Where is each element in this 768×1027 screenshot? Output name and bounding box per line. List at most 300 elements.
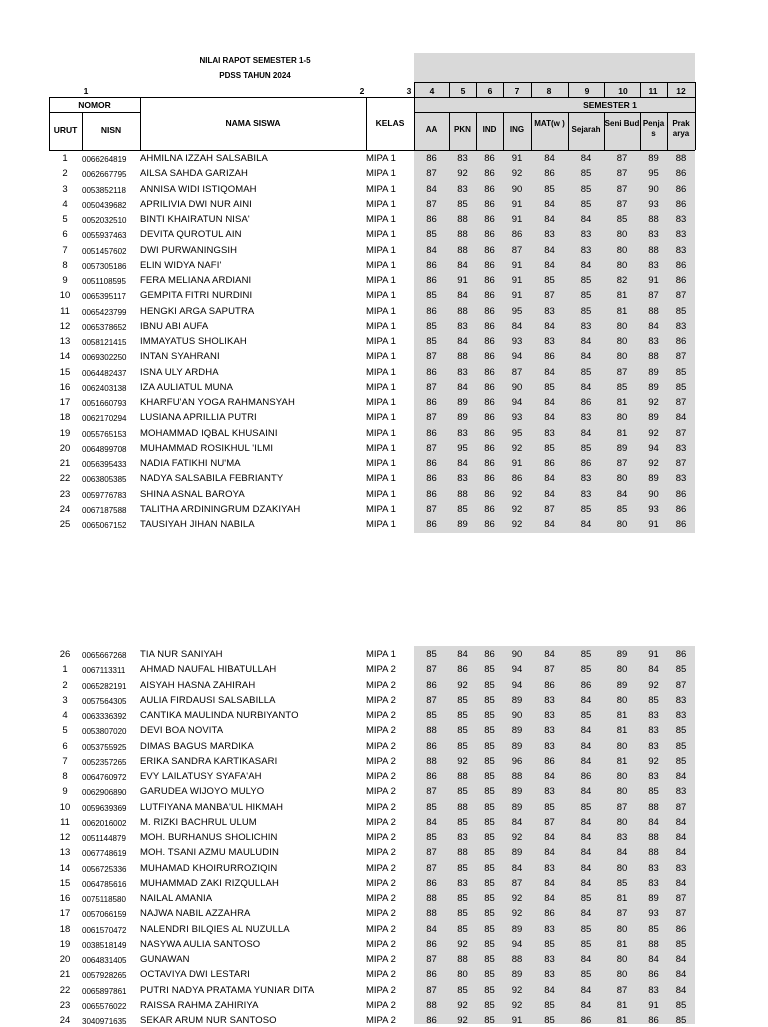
row-score: 85 <box>457 862 468 874</box>
row-score: 86 <box>426 214 437 225</box>
row-score: 92 <box>511 908 523 920</box>
row-score: 85 <box>484 908 495 920</box>
row-student-name: AILSA SAHDA GARIZAH <box>140 168 249 180</box>
row-class: MIPA 1 <box>366 519 396 530</box>
row-score: 87 <box>616 908 628 920</box>
row-class: MIPA 2 <box>366 999 396 1011</box>
row-score: 86 <box>675 336 687 347</box>
row-class: MIPA 1 <box>366 214 396 225</box>
row-score: 86 <box>675 923 687 935</box>
row-score: 85 <box>484 771 495 782</box>
row-nisn: 0057066159 <box>82 910 127 920</box>
row-score: 87 <box>426 694 437 706</box>
column-number: 3 <box>406 86 412 96</box>
row-class: MIPA 2 <box>366 832 396 843</box>
row-nisn: 0065667268 <box>82 651 127 660</box>
row-class: MIPA 2 <box>366 908 396 920</box>
row-class: MIPA 2 <box>366 755 396 767</box>
row-nisn: 0065395117 <box>82 292 126 302</box>
row-number: 21 <box>59 458 71 469</box>
row-number: 19 <box>59 938 71 950</box>
row-score: 81 <box>616 725 628 737</box>
nomor-header: NOMOR <box>78 100 111 110</box>
row-score: 93 <box>511 412 523 424</box>
row-score: 83 <box>457 473 468 485</box>
row-score: 88 <box>511 954 523 965</box>
row-number: 1 <box>62 664 68 676</box>
row-score: 84 <box>580 740 592 752</box>
row-class: MIPA 1 <box>366 336 396 347</box>
row-score: 86 <box>544 679 555 691</box>
row-score: 83 <box>457 183 468 195</box>
row-number: 15 <box>59 877 71 889</box>
row-score: 84 <box>675 771 687 782</box>
row-score: 85 <box>648 786 659 798</box>
row-score: 86 <box>484 503 495 515</box>
row-score: 85 <box>484 969 495 981</box>
row-number: 13 <box>59 336 71 347</box>
row-score: 84 <box>580 908 592 920</box>
row-nisn: 0067187588 <box>82 505 127 515</box>
row-score: 85 <box>580 893 592 904</box>
row-score: 86 <box>675 519 687 530</box>
row-nisn: 0051144879 <box>82 834 126 843</box>
row-student-name: NALENDRI BILQIES AL NUZULLA <box>140 923 290 935</box>
row-score: 83 <box>544 694 555 706</box>
row-number: 18 <box>59 923 71 935</box>
row-score: 85 <box>484 1015 495 1026</box>
row-nisn: 0052357265 <box>82 757 127 767</box>
row-score: 92 <box>648 397 659 408</box>
row-score: 92 <box>511 503 523 515</box>
row-score: 85 <box>484 832 495 843</box>
row-score: 85 <box>580 305 592 317</box>
row-score: 91 <box>511 1015 523 1026</box>
row-score: 83 <box>648 229 659 241</box>
row-score: 85 <box>484 938 495 950</box>
row-score: 86 <box>675 259 687 271</box>
row-nisn: 0065423799 <box>82 307 127 317</box>
row-score: 85 <box>544 999 555 1011</box>
row-score: 92 <box>648 679 659 691</box>
row-class: MIPA 2 <box>366 862 396 874</box>
row-score: 88 <box>648 214 659 225</box>
row-score: 88 <box>457 847 468 859</box>
subject-header: IND <box>482 125 497 134</box>
row-score: 86 <box>544 908 555 920</box>
row-score: 91 <box>648 519 659 530</box>
header-mid-line-scores <box>414 112 695 113</box>
row-score: 86 <box>426 458 437 469</box>
row-score: 86 <box>426 488 437 500</box>
column-number: 8 <box>546 86 552 96</box>
column-number: 10 <box>618 86 628 96</box>
row-number: 26 <box>59 649 71 660</box>
row-score: 88 <box>511 771 523 782</box>
row-student-name: BINTI KHAIRATUN NISA' <box>140 214 250 225</box>
row-score: 84 <box>580 999 592 1011</box>
row-number: 13 <box>59 847 71 859</box>
row-student-name: SEKAR ARUM NUR SANTOSO <box>140 1015 277 1026</box>
row-score: 85 <box>675 755 687 767</box>
row-student-name: PUTRI NADYA PRATAMA YUNIAR DITA <box>140 984 315 996</box>
row-score: 84 <box>580 153 592 164</box>
row-class: MIPA 2 <box>366 679 396 691</box>
row-class: MIPA 2 <box>366 893 396 904</box>
row-score: 86 <box>484 366 495 378</box>
row-score: 84 <box>426 183 437 195</box>
subject-header: Sejarah <box>571 125 601 134</box>
row-score: 84 <box>511 320 523 332</box>
row-score: 88 <box>457 801 468 813</box>
subject-header: AA <box>425 125 438 134</box>
row-score: 84 <box>580 786 592 798</box>
row-class: MIPA 1 <box>366 412 396 424</box>
row-score: 84 <box>544 519 555 530</box>
row-score: 84 <box>457 336 468 347</box>
row-score: 86 <box>580 679 592 691</box>
row-score: 85 <box>457 908 468 920</box>
row-nisn: 0064785616 <box>82 879 127 889</box>
row-score: 84 <box>544 412 555 424</box>
row-score: 94 <box>511 679 523 691</box>
row-score: 92 <box>457 938 468 950</box>
row-score: 85 <box>484 679 495 691</box>
row-number: 16 <box>59 381 71 393</box>
row-score: 86 <box>426 473 437 485</box>
row-score: 81 <box>616 427 628 439</box>
row-nisn: 0053852118 <box>82 185 126 195</box>
row-score: 85 <box>544 442 555 454</box>
header-divider <box>476 82 477 97</box>
row-score: 85 <box>616 381 628 393</box>
row-nisn: 0055765153 <box>82 429 127 439</box>
row-score: 86 <box>484 397 495 408</box>
row-score: 84 <box>426 244 437 256</box>
row-score: 89 <box>511 969 523 981</box>
row-score: 85 <box>544 275 555 286</box>
row-score: 90 <box>511 649 523 660</box>
row-score: 84 <box>426 816 437 828</box>
row-score: 83 <box>544 786 555 798</box>
row-score: 86 <box>675 198 687 210</box>
row-score: 92 <box>511 984 523 996</box>
row-score: 85 <box>580 923 592 935</box>
row-nisn: 0062906890 <box>82 788 127 798</box>
row-score: 86 <box>675 275 687 286</box>
row-score: 85 <box>580 168 592 180</box>
row-score: 85 <box>457 694 468 706</box>
row-score: 86 <box>580 458 592 469</box>
row-score: 83 <box>648 862 659 874</box>
row-class: MIPA 1 <box>366 442 396 454</box>
row-score: 81 <box>616 938 628 950</box>
row-score: 87 <box>675 351 687 363</box>
row-score: 83 <box>544 923 555 935</box>
row-score: 84 <box>511 862 523 874</box>
row-number: 17 <box>59 397 71 408</box>
row-score: 80 <box>616 816 628 828</box>
row-student-name: DIMAS BAGUS MARDIKA <box>140 740 254 752</box>
row-score: 87 <box>511 244 523 256</box>
row-number: 12 <box>59 832 71 843</box>
row-score: 87 <box>544 816 555 828</box>
row-score: 93 <box>648 908 659 920</box>
row-number: 22 <box>59 473 71 485</box>
row-score: 85 <box>484 877 495 889</box>
row-score: 83 <box>544 427 555 439</box>
row-score: 89 <box>648 153 659 164</box>
row-score: 90 <box>511 183 523 195</box>
row-score: 85 <box>675 999 687 1011</box>
row-score: 87 <box>616 198 628 210</box>
row-score: 85 <box>648 694 659 706</box>
row-score: 88 <box>675 153 687 164</box>
column-number: 6 <box>487 86 493 96</box>
row-score: 87 <box>616 153 628 164</box>
row-score: 86 <box>484 649 495 660</box>
row-number: 6 <box>62 229 68 241</box>
subject-header: Prak arya <box>672 119 690 138</box>
row-score: 86 <box>675 503 687 515</box>
row-score: 86 <box>544 458 555 469</box>
row-score: 87 <box>544 290 555 302</box>
row-student-name: IMMAYATUS SHOLIKAH <box>140 336 247 347</box>
row-class: MIPA 2 <box>366 816 396 828</box>
row-score: 80 <box>616 473 628 485</box>
row-score: 86 <box>426 259 437 271</box>
row-score: 87 <box>616 458 628 469</box>
row-score: 83 <box>544 725 555 737</box>
row-student-name: TIA NUR SANIYAH <box>140 649 223 660</box>
row-score: 84 <box>544 244 555 256</box>
report-title: NILAI RAPOT SEMESTER 1-5 <box>199 56 311 65</box>
row-number: 22 <box>59 984 71 996</box>
row-score: 84 <box>675 832 687 843</box>
row-score: 81 <box>616 710 628 721</box>
row-score: 84 <box>544 832 555 843</box>
row-number: 4 <box>62 198 68 210</box>
row-score: 85 <box>675 725 687 737</box>
row-score: 84 <box>457 649 468 660</box>
row-score: 88 <box>426 893 437 904</box>
row-student-name: ERIKA SANDRA KARTIKASARI <box>140 755 278 767</box>
row-score: 85 <box>457 740 468 752</box>
row-score: 83 <box>675 214 687 225</box>
row-score: 83 <box>580 488 592 500</box>
row-score: 83 <box>648 710 659 721</box>
row-number: 20 <box>59 442 71 454</box>
row-number: 9 <box>62 275 68 286</box>
column-number: 11 <box>648 86 658 96</box>
row-nisn: 0064899708 <box>82 444 127 454</box>
row-score: 83 <box>580 229 592 241</box>
row-score: 87 <box>426 664 437 676</box>
row-number: 8 <box>62 771 68 782</box>
row-nisn: 0053807020 <box>82 727 127 737</box>
row-score: 88 <box>648 938 659 950</box>
row-score: 84 <box>580 336 592 347</box>
row-score: 85 <box>675 1015 687 1026</box>
row-score: 92 <box>511 442 523 454</box>
row-score: 89 <box>648 473 659 485</box>
row-class: MIPA 2 <box>366 694 396 706</box>
row-student-name: GEMPITA FITRI NURDINI <box>140 290 253 302</box>
report-subtitle: PDSS TAHUN 2024 <box>219 71 291 80</box>
row-score: 84 <box>580 694 592 706</box>
row-score: 85 <box>580 442 592 454</box>
row-score: 85 <box>675 366 687 378</box>
row-number: 15 <box>59 366 71 378</box>
row-score: 86 <box>484 412 495 424</box>
row-score: 85 <box>484 755 495 767</box>
row-nisn: 0064482437 <box>82 368 127 378</box>
row-score: 85 <box>675 381 687 393</box>
row-score: 84 <box>544 198 555 210</box>
row-student-name: AISYAH HASNA ZAHIRAH <box>140 679 256 691</box>
row-score: 95 <box>511 305 523 317</box>
row-score: 84 <box>580 862 592 874</box>
header-divider <box>667 82 668 97</box>
row-score: 84 <box>544 366 555 378</box>
row-score: 83 <box>675 320 687 332</box>
row-score: 82 <box>616 275 628 286</box>
row-score: 88 <box>457 488 468 500</box>
row-score: 91 <box>511 275 523 286</box>
row-nisn: 0065067152 <box>82 521 127 530</box>
header-divider <box>604 82 605 97</box>
row-student-name: MOH. TSANI AZMU MAULUDIN <box>140 847 279 859</box>
row-number: 11 <box>60 816 70 828</box>
row-score: 86 <box>484 168 495 180</box>
row-number: 8 <box>62 259 68 271</box>
subject-header: PKN <box>454 125 471 134</box>
row-student-name: HENGKI ARGA SAPUTRA <box>140 305 255 317</box>
row-score: 84 <box>544 984 555 996</box>
row-nisn: 0065576022 <box>82 1001 127 1011</box>
row-score: 81 <box>616 755 628 767</box>
row-score: 86 <box>484 442 495 454</box>
row-score: 85 <box>484 862 495 874</box>
row-score: 83 <box>544 969 555 981</box>
row-score: 86 <box>457 664 468 676</box>
row-score: 83 <box>675 786 687 798</box>
row-score: 86 <box>580 771 592 782</box>
row-score: 80 <box>616 229 628 241</box>
row-score: 86 <box>426 969 437 981</box>
row-score: 88 <box>648 847 659 859</box>
row-score: 89 <box>457 412 468 424</box>
row-class: MIPA 2 <box>366 847 396 859</box>
row-score: 95 <box>648 168 659 180</box>
row-score: 85 <box>616 877 628 889</box>
row-number: 2 <box>62 679 68 691</box>
row-score: 91 <box>648 649 659 660</box>
row-class: MIPA 1 <box>366 397 396 408</box>
row-score: 89 <box>511 923 523 935</box>
row-nisn: 0067748619 <box>82 849 127 859</box>
row-number: 19 <box>59 427 71 439</box>
row-score: 87 <box>426 381 437 393</box>
row-score: 85 <box>544 801 555 813</box>
row-score: 86 <box>544 755 555 767</box>
row-class: MIPA 2 <box>366 710 396 721</box>
row-score: 85 <box>484 847 495 859</box>
row-score: 90 <box>648 488 659 500</box>
row-score: 87 <box>426 786 437 798</box>
row-score: 85 <box>457 984 468 996</box>
row-score: 86 <box>675 168 687 180</box>
row-score: 83 <box>648 984 659 996</box>
row-score: 86 <box>580 1015 592 1026</box>
row-nisn: 0062403138 <box>82 383 127 393</box>
subject-header: Seni Bud <box>604 119 640 128</box>
row-score: 87 <box>675 908 687 920</box>
row-score: 87 <box>675 893 687 904</box>
row-score: 85 <box>544 938 555 950</box>
row-number: 9 <box>62 786 68 798</box>
row-class: MIPA 1 <box>366 488 396 500</box>
row-class: MIPA 1 <box>366 259 396 271</box>
row-score: 92 <box>457 999 468 1011</box>
row-score: 84 <box>675 847 687 859</box>
row-score: 84 <box>580 214 592 225</box>
row-nisn: 0063336392 <box>82 712 127 721</box>
row-student-name: NAJWA NABIL AZZAHRA <box>140 908 251 920</box>
row-score: 85 <box>580 801 592 813</box>
row-score: 89 <box>648 381 659 393</box>
row-student-name: ISNA ULY ARDHA <box>140 366 219 378</box>
row-score: 94 <box>511 351 523 363</box>
row-score: 92 <box>511 832 523 843</box>
row-score: 88 <box>426 999 437 1011</box>
row-score: 84 <box>544 847 555 859</box>
row-nisn: 0052032510 <box>82 216 127 225</box>
row-score: 85 <box>457 816 468 828</box>
header-divider <box>503 82 504 97</box>
row-score: 84 <box>648 816 659 828</box>
row-nisn: 0057928265 <box>82 971 127 981</box>
row-score: 87 <box>544 503 555 515</box>
row-score: 88 <box>457 229 468 241</box>
row-score: 84 <box>616 488 628 500</box>
row-score: 87 <box>675 801 687 813</box>
row-score: 85 <box>580 710 592 721</box>
row-student-name: MOHAMMAD IQBAL KHUSAINI <box>140 427 278 439</box>
row-score: 86 <box>648 969 659 981</box>
row-score: 92 <box>511 519 523 530</box>
row-student-name: KHARFU'AN YOGA RAHMANSYAH <box>140 397 295 408</box>
row-score: 84 <box>580 816 592 828</box>
row-score: 89 <box>511 740 523 752</box>
row-score: 80 <box>616 259 628 271</box>
row-nisn: 0059639369 <box>82 803 127 813</box>
row-score: 84 <box>580 954 592 965</box>
row-score: 85 <box>484 801 495 813</box>
row-class: MIPA 2 <box>366 877 396 889</box>
row-class: MIPA 1 <box>366 351 396 363</box>
row-score: 86 <box>484 458 495 469</box>
row-score: 84 <box>675 412 687 424</box>
row-number: 10 <box>59 290 71 302</box>
row-score: 85 <box>426 801 437 813</box>
row-score: 92 <box>457 168 468 180</box>
row-score: 83 <box>648 771 659 782</box>
row-student-name: IZA AULIATUL MUNA <box>140 381 234 393</box>
row-score: 86 <box>484 214 495 225</box>
row-score: 85 <box>484 664 495 676</box>
row-score: 83 <box>580 244 592 256</box>
